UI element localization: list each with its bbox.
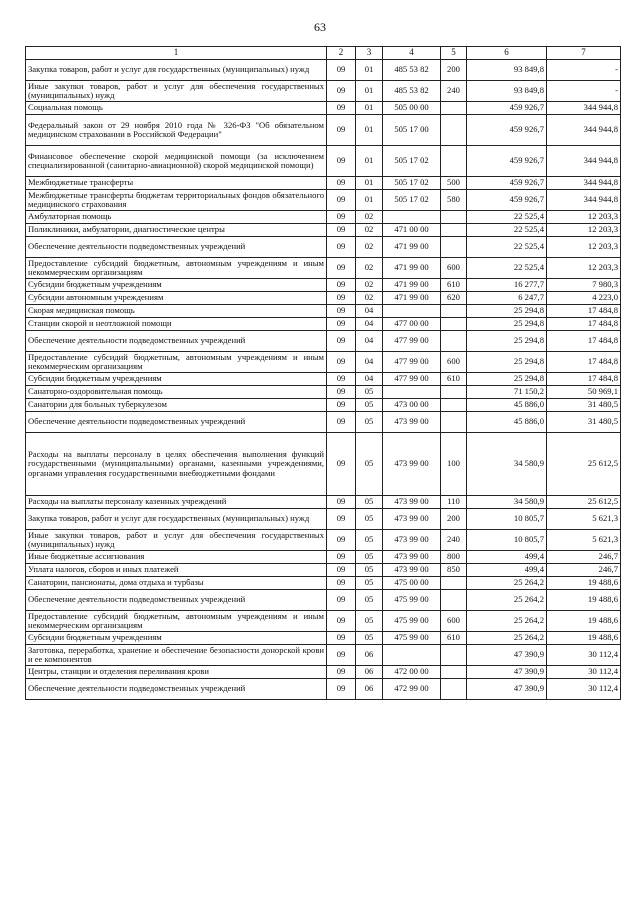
row-section: 09 [327, 292, 356, 305]
row-expense-type [441, 237, 467, 258]
row-subsection: 05 [356, 590, 383, 611]
row-amount-2: 344 944,8 [547, 190, 621, 211]
row-section: 09 [327, 331, 356, 352]
row-section: 09 [327, 509, 356, 530]
header-cell: 1 [26, 47, 327, 60]
row-expense-type: 850 [441, 564, 467, 577]
row-expense-type [441, 102, 467, 115]
table-row [26, 577, 621, 590]
row-subsection: 05 [356, 530, 383, 551]
budget-table [25, 46, 621, 700]
row-target-code: 471 00 00 [383, 224, 441, 237]
header-row [26, 47, 621, 60]
row-amount-2: 344 944,8 [547, 146, 621, 177]
row-amount-1: 45 886,0 [467, 399, 547, 412]
row-amount-1: 10 805,7 [467, 530, 547, 551]
table-row [26, 81, 621, 102]
row-target-code: 473 00 00 [383, 399, 441, 412]
row-subsection: 04 [356, 352, 383, 373]
row-name: Центры, станции и отделения переливания крови [26, 666, 327, 679]
row-amount-1: 25 294,8 [467, 331, 547, 352]
row-target-code: 473 99 00 [383, 564, 441, 577]
row-amount-2: 19 488,6 [547, 632, 621, 645]
table-row [26, 433, 621, 496]
table-row [26, 679, 621, 700]
row-amount-2: 12 203,3 [547, 211, 621, 224]
row-name: Финансовое обеспечение скорой медицинской помощи (за исключением специализированной (санитарно-авиационной) скорой медицинской помощи) [26, 146, 327, 177]
row-expense-type: 800 [441, 551, 467, 564]
row-name: Станции скорой и неотложной помощи [26, 318, 327, 331]
row-amount-2: 12 203,3 [547, 224, 621, 237]
row-expense-type [441, 412, 467, 433]
table-row [26, 115, 621, 146]
row-amount-1: 93 849,8 [467, 81, 547, 102]
row-subsection: 02 [356, 258, 383, 279]
table-row [26, 632, 621, 645]
row-target-code: 473 99 00 [383, 433, 441, 496]
row-amount-1: 25 294,8 [467, 373, 547, 386]
row-amount-1: 25 294,8 [467, 352, 547, 373]
row-amount-2: - [547, 60, 621, 81]
row-subsection: 04 [356, 373, 383, 386]
row-amount-2: 344 944,8 [547, 102, 621, 115]
row-name: Амбулаторная помощь [26, 211, 327, 224]
row-section: 09 [327, 81, 356, 102]
row-name: Обеспечение деятельности подведомственных учреждений [26, 590, 327, 611]
row-name: Социальная помощь [26, 102, 327, 115]
row-target-code [383, 386, 441, 399]
row-target-code: 505 00 00 [383, 102, 441, 115]
table-row [26, 305, 621, 318]
row-target-code: 477 99 00 [383, 352, 441, 373]
table-row [26, 279, 621, 292]
row-name: Санатории для больных туберкулезом [26, 399, 327, 412]
table-row [26, 331, 621, 352]
row-section: 09 [327, 433, 356, 496]
row-amount-2: 17 484,8 [547, 373, 621, 386]
row-section: 09 [327, 177, 356, 190]
row-target-code: 471 99 00 [383, 258, 441, 279]
row-amount-1: 459 926,7 [467, 190, 547, 211]
row-amount-2: 4 223,0 [547, 292, 621, 305]
table-row [26, 666, 621, 679]
row-amount-1: 22 525,4 [467, 237, 547, 258]
row-subsection: 05 [356, 496, 383, 509]
row-target-code: 485 53 82 [383, 81, 441, 102]
table-row [26, 177, 621, 190]
row-subsection: 04 [356, 305, 383, 318]
row-expense-type [441, 577, 467, 590]
row-name: Обеспечение деятельности подведомственных учреждений [26, 412, 327, 433]
row-amount-2: 17 484,8 [547, 331, 621, 352]
header-cell: 4 [383, 47, 441, 60]
row-amount-1: 16 277,7 [467, 279, 547, 292]
row-target-code: 505 17 02 [383, 177, 441, 190]
row-amount-1: 25 264,2 [467, 611, 547, 632]
row-target-code [383, 305, 441, 318]
header-cell: 2 [327, 47, 356, 60]
row-amount-2: 246,7 [547, 564, 621, 577]
page-number: 63 [314, 20, 326, 34]
row-section: 09 [327, 564, 356, 577]
row-target-code: 473 99 00 [383, 412, 441, 433]
row-expense-type: 110 [441, 496, 467, 509]
row-name: Санаторно-оздоровительная помощь [26, 386, 327, 399]
row-subsection: 05 [356, 433, 383, 496]
table-row [26, 590, 621, 611]
row-subsection: 02 [356, 224, 383, 237]
row-name: Иные закупки товаров, работ и услуг для обеспечения государственных (муниципальных) нужд [26, 81, 327, 102]
table-row [26, 190, 621, 211]
row-amount-1: 45 886,0 [467, 412, 547, 433]
row-expense-type: 580 [441, 190, 467, 211]
row-amount-2: 7 980,3 [547, 279, 621, 292]
row-amount-2: 19 488,6 [547, 590, 621, 611]
row-name: Межбюджетные трансферты бюджетам территориальных фондов обязательного медицинского страхования [26, 190, 327, 211]
row-amount-2: 25 612,5 [547, 433, 621, 496]
row-subsection: 01 [356, 146, 383, 177]
row-amount-2: 30 112,4 [547, 666, 621, 679]
row-target-code: 505 17 02 [383, 190, 441, 211]
row-name: Обеспечение деятельности подведомственных учреждений [26, 679, 327, 700]
row-name: Скорая медицинская помощь [26, 305, 327, 318]
row-amount-2: 31 480,5 [547, 399, 621, 412]
row-target-code: 477 99 00 [383, 331, 441, 352]
row-target-code [383, 645, 441, 666]
row-name: Расходы на выплаты персоналу в целях обеспечения выполнения функций государственными (муниципальными) органами, казенными учреждениями, органами управления государственными внебюджетными фондами [26, 433, 327, 496]
row-section: 09 [327, 211, 356, 224]
row-target-code: 475 99 00 [383, 590, 441, 611]
row-name: Санатории, пансионаты, дома отдыха и турбазы [26, 577, 327, 590]
row-subsection: 02 [356, 292, 383, 305]
row-section: 09 [327, 551, 356, 564]
row-subsection: 06 [356, 679, 383, 700]
row-name: Обеспечение деятельности подведомственных учреждений [26, 237, 327, 258]
row-amount-1: 459 926,7 [467, 146, 547, 177]
row-subsection: 06 [356, 645, 383, 666]
row-amount-2: 5 621,3 [547, 509, 621, 530]
table-row [26, 318, 621, 331]
row-subsection: 01 [356, 115, 383, 146]
row-target-code: 505 17 00 [383, 115, 441, 146]
header-cell: 7 [547, 47, 621, 60]
row-target-code: 472 00 00 [383, 666, 441, 679]
row-section: 09 [327, 146, 356, 177]
table-row [26, 496, 621, 509]
table-row [26, 399, 621, 412]
row-subsection: 05 [356, 611, 383, 632]
row-subsection: 04 [356, 318, 383, 331]
row-expense-type [441, 318, 467, 331]
row-amount-1: 499,4 [467, 564, 547, 577]
row-section: 09 [327, 352, 356, 373]
row-expense-type [441, 386, 467, 399]
row-expense-type: 200 [441, 509, 467, 530]
row-expense-type: 610 [441, 632, 467, 645]
row-subsection: 05 [356, 632, 383, 645]
row-target-code: 473 99 00 [383, 551, 441, 564]
table-row [26, 211, 621, 224]
row-target-code: 477 00 00 [383, 318, 441, 331]
row-subsection: 01 [356, 190, 383, 211]
row-amount-1: 25 294,8 [467, 318, 547, 331]
row-amount-2: 17 484,8 [547, 318, 621, 331]
row-amount-2: 344 944,8 [547, 177, 621, 190]
row-target-code: 475 00 00 [383, 577, 441, 590]
row-name: Поликлиники, амбулатории, диагностические центры [26, 224, 327, 237]
row-section: 09 [327, 318, 356, 331]
row-expense-type [441, 666, 467, 679]
table-row [26, 292, 621, 305]
row-target-code: 473 99 00 [383, 509, 441, 530]
row-target-code: 475 99 00 [383, 632, 441, 645]
row-amount-2: 30 112,4 [547, 645, 621, 666]
row-amount-1: 25 264,2 [467, 590, 547, 611]
row-section: 09 [327, 577, 356, 590]
row-target-code: 472 99 00 [383, 679, 441, 700]
row-name: Закупка товаров, работ и услуг для государственных (муниципальных) нужд [26, 60, 327, 81]
row-amount-1: 34 580,9 [467, 496, 547, 509]
row-name: Уплата налогов, сборов и иных платежей [26, 564, 327, 577]
row-amount-1: 25 264,2 [467, 577, 547, 590]
header-cell: 5 [441, 47, 467, 60]
row-amount-2: - [547, 81, 621, 102]
row-section: 09 [327, 530, 356, 551]
row-amount-1: 6 247,7 [467, 292, 547, 305]
row-name: Межбюджетные трансферты [26, 177, 327, 190]
row-expense-type: 610 [441, 373, 467, 386]
row-amount-1: 71 150,2 [467, 386, 547, 399]
table-row [26, 530, 621, 551]
row-section: 09 [327, 102, 356, 115]
row-expense-type: 600 [441, 258, 467, 279]
row-section: 09 [327, 632, 356, 645]
row-section: 09 [327, 496, 356, 509]
row-subsection: 02 [356, 237, 383, 258]
row-expense-type [441, 399, 467, 412]
row-amount-1: 47 390,9 [467, 679, 547, 700]
table-row [26, 373, 621, 386]
row-expense-type [441, 211, 467, 224]
row-section: 09 [327, 224, 356, 237]
row-target-code: 471 99 00 [383, 279, 441, 292]
row-subsection: 04 [356, 331, 383, 352]
row-subsection: 02 [356, 211, 383, 224]
row-section: 09 [327, 60, 356, 81]
row-amount-2: 31 480,5 [547, 412, 621, 433]
row-section: 09 [327, 115, 356, 146]
table-row [26, 412, 621, 433]
row-section: 09 [327, 386, 356, 399]
row-subsection: 05 [356, 412, 383, 433]
row-amount-2: 30 112,4 [547, 679, 621, 700]
row-section: 09 [327, 305, 356, 318]
table-row [26, 352, 621, 373]
table-row [26, 60, 621, 81]
row-amount-2: 17 484,8 [547, 352, 621, 373]
row-subsection: 05 [356, 509, 383, 530]
row-amount-1: 25 264,2 [467, 632, 547, 645]
table-row [26, 551, 621, 564]
row-name: Иные бюджетные ассигнования [26, 551, 327, 564]
row-amount-1: 499,4 [467, 551, 547, 564]
row-amount-2: 17 484,8 [547, 305, 621, 318]
row-amount-2: 12 203,3 [547, 258, 621, 279]
row-section: 09 [327, 666, 356, 679]
row-target-code: 473 99 00 [383, 530, 441, 551]
row-subsection: 02 [356, 279, 383, 292]
header-cell: 3 [356, 47, 383, 60]
row-expense-type: 600 [441, 352, 467, 373]
row-amount-2: 5 621,3 [547, 530, 621, 551]
row-amount-2: 246,7 [547, 551, 621, 564]
row-subsection: 01 [356, 60, 383, 81]
table-row [26, 258, 621, 279]
table-row [26, 564, 621, 577]
row-subsection: 05 [356, 577, 383, 590]
row-section: 09 [327, 645, 356, 666]
row-name: Субсидии бюджетным учреждениям [26, 373, 327, 386]
row-subsection: 05 [356, 564, 383, 577]
row-expense-type: 610 [441, 279, 467, 292]
row-section: 09 [327, 279, 356, 292]
row-expense-type [441, 679, 467, 700]
row-section: 09 [327, 190, 356, 211]
row-name: Закупка товаров, работ и услуг для государственных (муниципальных) нужд [26, 509, 327, 530]
row-section: 09 [327, 590, 356, 611]
row-amount-1: 459 926,7 [467, 102, 547, 115]
row-amount-1: 47 390,9 [467, 645, 547, 666]
row-expense-type: 200 [441, 60, 467, 81]
row-name: Федеральный закон от 29 ноября 2010 года № 326-ФЗ "Об обязательном медицинском страховании в Российской Федерации" [26, 115, 327, 146]
row-amount-2: 19 488,6 [547, 577, 621, 590]
table-row [26, 237, 621, 258]
row-amount-2: 19 488,6 [547, 611, 621, 632]
row-expense-type [441, 146, 467, 177]
row-name: Предоставление субсидий бюджетным, автономным учреждениям и иным некоммерческим организациям [26, 352, 327, 373]
row-subsection: 05 [356, 386, 383, 399]
row-target-code: 485 53 82 [383, 60, 441, 81]
row-amount-2: 50 969,1 [547, 386, 621, 399]
row-amount-1: 47 390,9 [467, 666, 547, 679]
row-subsection: 05 [356, 551, 383, 564]
row-name: Субсидии бюджетным учреждениям [26, 279, 327, 292]
row-subsection: 06 [356, 666, 383, 679]
row-name: Заготовка, переработка, хранение и обеспечение безопасности донорской крови и ее компонентов [26, 645, 327, 666]
row-amount-1: 25 294,8 [467, 305, 547, 318]
row-target-code: 477 99 00 [383, 373, 441, 386]
table-row [26, 645, 621, 666]
table-row [26, 509, 621, 530]
row-amount-2: 12 203,3 [547, 237, 621, 258]
row-amount-1: 93 849,8 [467, 60, 547, 81]
table-row [26, 224, 621, 237]
row-target-code: 473 99 00 [383, 496, 441, 509]
row-expense-type: 240 [441, 81, 467, 102]
row-section: 09 [327, 611, 356, 632]
row-subsection: 01 [356, 102, 383, 115]
row-expense-type: 500 [441, 177, 467, 190]
row-expense-type [441, 115, 467, 146]
row-section: 09 [327, 412, 356, 433]
row-amount-1: 22 525,4 [467, 224, 547, 237]
row-section: 09 [327, 237, 356, 258]
row-section: 09 [327, 679, 356, 700]
row-amount-1: 34 580,9 [467, 433, 547, 496]
table-row [26, 611, 621, 632]
row-expense-type: 600 [441, 611, 467, 632]
row-target-code: 505 17 02 [383, 146, 441, 177]
row-expense-type [441, 645, 467, 666]
row-name: Обеспечение деятельности подведомственных учреждений [26, 331, 327, 352]
table-row [26, 102, 621, 115]
row-name: Предоставление субсидий бюджетным, автономным учреждениям и иным некоммерческим организациям [26, 258, 327, 279]
row-name: Предоставление субсидий бюджетным, автономным учреждениям и иным некоммерческим организациям [26, 611, 327, 632]
row-expense-type: 240 [441, 530, 467, 551]
row-subsection: 01 [356, 81, 383, 102]
row-name: Субсидии автономным учреждениям [26, 292, 327, 305]
row-expense-type [441, 331, 467, 352]
row-section: 09 [327, 373, 356, 386]
row-section: 09 [327, 399, 356, 412]
row-subsection: 05 [356, 399, 383, 412]
row-expense-type: 620 [441, 292, 467, 305]
row-name: Расходы на выплаты персоналу казенных учреждений [26, 496, 327, 509]
row-subsection: 01 [356, 177, 383, 190]
row-amount-2: 25 612,5 [547, 496, 621, 509]
row-expense-type [441, 590, 467, 611]
row-target-code: 475 99 00 [383, 611, 441, 632]
row-section: 09 [327, 258, 356, 279]
row-target-code [383, 211, 441, 224]
row-amount-1: 22 525,4 [467, 211, 547, 224]
header-cell: 6 [467, 47, 547, 60]
row-expense-type: 100 [441, 433, 467, 496]
table-row [26, 146, 621, 177]
row-amount-1: 459 926,7 [467, 177, 547, 190]
row-amount-2: 344 944,8 [547, 115, 621, 146]
row-name: Иные закупки товаров, работ и услуг для обеспечения государственных (муниципальных) нужд [26, 530, 327, 551]
row-target-code: 471 99 00 [383, 237, 441, 258]
row-expense-type [441, 305, 467, 318]
row-name: Субсидии бюджетным учреждениям [26, 632, 327, 645]
row-amount-1: 10 805,7 [467, 509, 547, 530]
row-amount-1: 459 926,7 [467, 115, 547, 146]
row-expense-type [441, 224, 467, 237]
row-amount-1: 22 525,4 [467, 258, 547, 279]
table-row [26, 386, 621, 399]
row-target-code: 471 99 00 [383, 292, 441, 305]
